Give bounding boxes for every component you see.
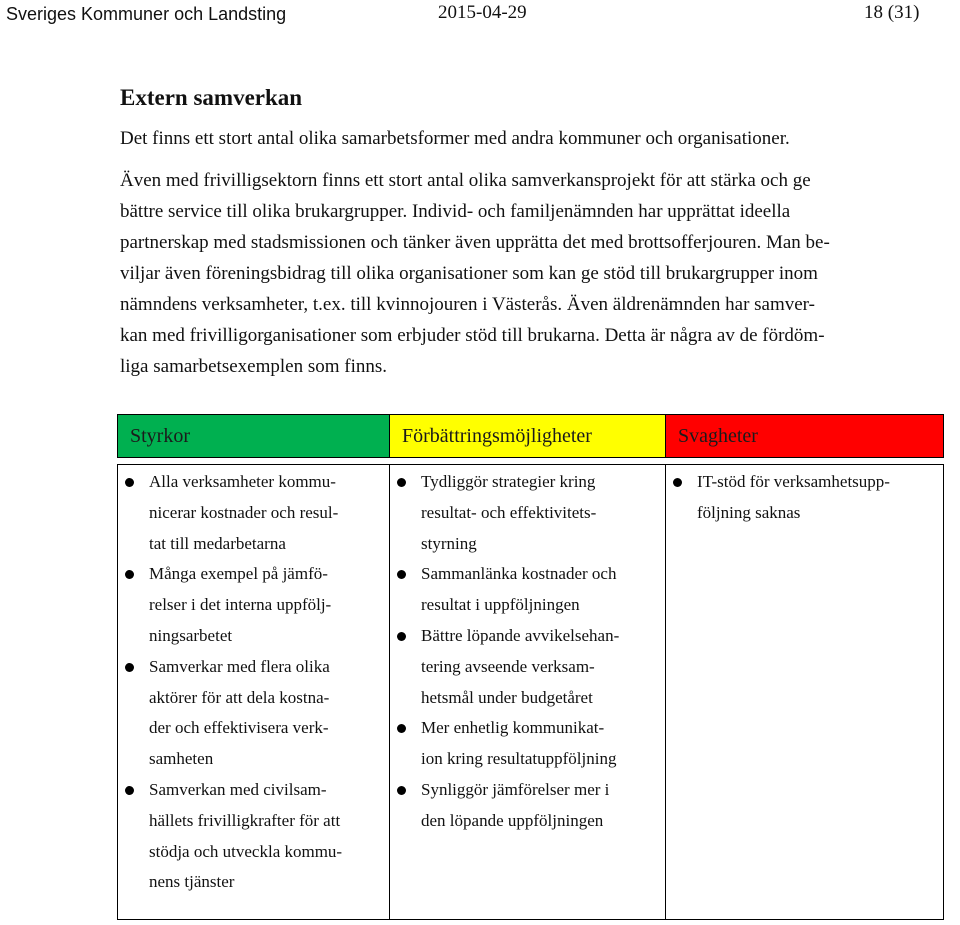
- improvements-item-line: resultat i uppföljningen: [421, 595, 580, 615]
- improvements-item-line: ion kring resultatuppföljning: [421, 749, 617, 769]
- strengths-list: [118, 467, 389, 898]
- improvements-item-line: tering avseende verksam-: [421, 656, 595, 676]
- paragraph-2-line: nämndens verksamheter, t.ex. till kvinnojouren i Västerås. Även äldrenämnden har samver-: [120, 294, 815, 315]
- strengths-item-line: Många exempel på jämfö-: [149, 564, 328, 584]
- bullet-icon: [673, 478, 682, 487]
- strengths-item-line: stödja och utveckla kommu-: [149, 841, 343, 861]
- improvements-item: [395, 559, 665, 621]
- strengths-item-line: ningsarbetet: [149, 625, 233, 645]
- header-strengths: Styrkor: [118, 415, 390, 458]
- strengths-item-line: tat till medarbetarna: [149, 533, 286, 553]
- strengths-item-line: aktörer för att dela kostna-: [149, 687, 330, 707]
- bullet-icon: [125, 663, 134, 672]
- bullet-icon: [397, 478, 406, 487]
- paragraph-2-line: kan med frivilligorganisationer som erbjuder stöd till brukarna. Detta är några av de fördöm-: [120, 325, 825, 346]
- strengths-item-line: der och effektivisera verk-: [149, 718, 329, 738]
- weaknesses-item: [671, 467, 943, 529]
- paragraph-2-line: Även med frivilligsektorn finns ett stort antal olika samverkansprojekt för att stärka och ge: [120, 170, 811, 191]
- paragraph-2-line: liga samarbetsexemplen som finns.: [120, 356, 387, 377]
- improvements-item-line: Mer enhetlig kommunikat-: [421, 718, 605, 738]
- paragraph-2-line: partnerskap med stadsmissionen och tänker även upprätta det med brottsofferjouren. Man be-: [120, 232, 830, 253]
- strengths-cell: [118, 465, 390, 920]
- paragraph-2-line: bättre service till olika brukargrupper. Individ- och familjenämnden har upprättat ideella: [120, 201, 791, 222]
- improvements-item: [395, 775, 665, 837]
- weaknesses-cell: [666, 465, 944, 920]
- paragraph-2-line: viljar även föreningsbidrag till olika organisationer som kan ge stöd till brukargrupper inom: [120, 263, 818, 284]
- weaknesses-item-line: följning saknas: [697, 502, 801, 522]
- strengths-item-line: hällets frivilligkrafter för att: [149, 810, 341, 830]
- bullet-icon: [397, 724, 406, 733]
- bullet-icon: [397, 632, 406, 641]
- strengths-item-line: relser i det interna uppfölj-: [149, 595, 332, 615]
- strengths-item-line: Alla verksamheter kommu-: [149, 472, 336, 491]
- section-title: Extern samverkan: [120, 85, 303, 110]
- improvements-item-line: resultat- och effektivitets-: [421, 502, 597, 522]
- improvements-item-line: Tydliggör strategier kring: [421, 472, 596, 491]
- weaknesses-item-line: IT-stöd för verksamhetsupp-: [697, 472, 890, 491]
- paragraph-1: Det finns ett stort antal olika samarbetsformer med andra kommuner och organisationer.: [120, 128, 790, 149]
- strengths-item-line: Samverkar med flera olika: [149, 656, 330, 676]
- strengths-item-line: nicerar kostnader och resul-: [149, 502, 339, 522]
- improvements-item: [395, 621, 665, 713]
- strengths-item-line: Samverkan med civilsam-: [149, 779, 327, 799]
- weaknesses-list: [666, 467, 943, 529]
- bullet-icon: [125, 786, 134, 795]
- improvements-item-line: hetsmål under budgetåret: [421, 687, 593, 707]
- improvements-item-line: Bättre löpande avvikelsehan-: [421, 625, 620, 645]
- header-improvements: Förbättringsmöjligheter: [390, 415, 666, 458]
- header-page-number: 18 (31): [864, 2, 920, 23]
- bullet-icon: [397, 570, 406, 579]
- bullet-icon: [125, 478, 134, 487]
- strengths-item: [123, 652, 389, 775]
- bullet-icon: [397, 786, 406, 795]
- strengths-item: [123, 559, 389, 651]
- strengths-item: [123, 467, 389, 559]
- header-organization: Sveriges Kommuner och Landsting: [6, 4, 287, 24]
- header-date: 2015-04-29: [438, 2, 527, 23]
- strengths-item: [123, 775, 389, 898]
- improvements-item: [395, 467, 665, 559]
- improvements-item-line: den löpande uppföljningen: [421, 810, 604, 830]
- improvements-item: [395, 713, 665, 775]
- improvements-item-line: Synliggör jämförelser mer i: [421, 779, 610, 799]
- improvements-item-line: Sammanlänka kostnader och: [421, 564, 617, 584]
- strengths-item-line: samheten: [149, 749, 214, 769]
- improvements-cell: [390, 465, 666, 920]
- improvements-list: [390, 467, 665, 837]
- improvements-item-line: styrning: [421, 533, 477, 553]
- strengths-item-line: nens tjänster: [149, 872, 235, 892]
- header-weaknesses: Svagheter: [666, 415, 944, 458]
- swot-table: [117, 414, 944, 920]
- bullet-icon: [125, 570, 134, 579]
